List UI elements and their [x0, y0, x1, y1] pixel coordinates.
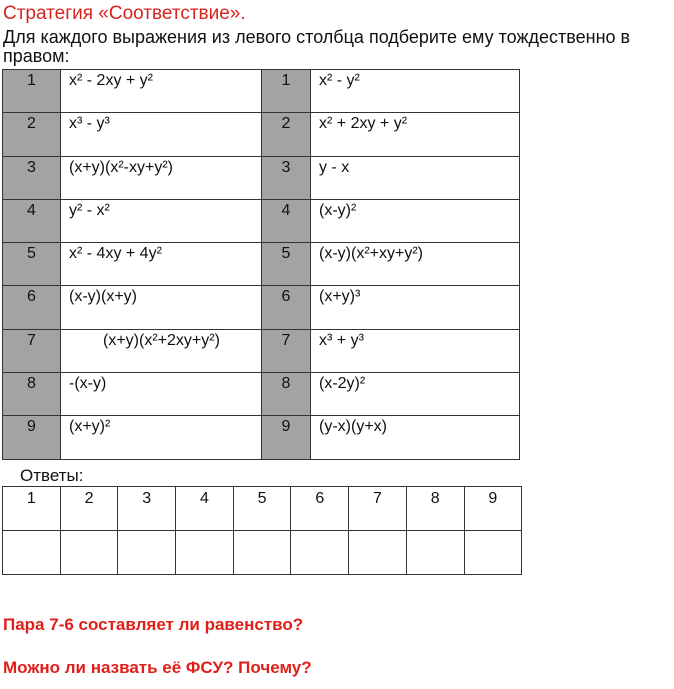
- right-number: 1: [262, 70, 311, 113]
- answer-cell[interactable]: [349, 531, 407, 575]
- answer-cell[interactable]: [118, 531, 176, 575]
- answer-cell[interactable]: [176, 531, 234, 575]
- right-expression: x² - y²: [311, 70, 520, 113]
- answer-cell[interactable]: [406, 531, 464, 575]
- answer-header: 1: [3, 487, 61, 531]
- right-expression: (x-y)²: [311, 199, 520, 242]
- right-expression: x³ + y³: [311, 329, 520, 372]
- left-number: 8: [3, 373, 61, 416]
- left-number: 2: [3, 113, 61, 156]
- right-number: 3: [262, 156, 311, 199]
- left-expression: (x+y)(x²-xy+y²): [61, 156, 262, 199]
- left-expression: -(x-y): [61, 373, 262, 416]
- table-row: [3, 329, 520, 372]
- right-expression: y - x: [311, 156, 520, 199]
- left-expression: (x+y)²: [61, 416, 262, 459]
- table-row: [3, 156, 520, 199]
- left-expression: x² - 4xy + 4y²: [61, 243, 262, 286]
- answer-header: 9: [464, 487, 522, 531]
- question-1: Пара 7-6 составляет ли равенство?: [3, 615, 304, 634]
- right-expression: (y-x)(y+x): [311, 416, 520, 459]
- answer-header: 4: [176, 487, 234, 531]
- right-expression: (x-2y)²: [311, 373, 520, 416]
- left-number: 9: [3, 416, 61, 459]
- table-row: [3, 199, 520, 242]
- left-expression: y² - x²: [61, 199, 262, 242]
- right-number: 9: [262, 416, 311, 459]
- table-row: [3, 416, 520, 459]
- answer-header: 6: [291, 487, 349, 531]
- left-number: 4: [3, 199, 61, 242]
- answer-cell[interactable]: [464, 531, 522, 575]
- right-expression: (x-y)(x²+xy+y²): [311, 243, 520, 286]
- answer-header: 2: [60, 487, 118, 531]
- answer-header: 3: [118, 487, 176, 531]
- answer-header: 5: [233, 487, 291, 531]
- answer-header: 7: [349, 487, 407, 531]
- left-expression: (x-y)(x+y): [61, 286, 262, 329]
- table-row: [3, 286, 520, 329]
- left-expression: (x+y)(x²+2xy+y²): [61, 329, 262, 372]
- answer-cell[interactable]: [233, 531, 291, 575]
- answer-cell[interactable]: [291, 531, 349, 575]
- table-row: [3, 243, 520, 286]
- answer-cell[interactable]: [3, 531, 61, 575]
- left-number: 6: [3, 286, 61, 329]
- answer-cell[interactable]: [60, 531, 118, 575]
- table-row: [3, 113, 520, 156]
- page-title: Стратегия «Соответствие».: [3, 3, 246, 24]
- right-number: 8: [262, 373, 311, 416]
- left-expression: x² - 2xy + y²: [61, 70, 262, 113]
- right-expression: (x+y)³: [311, 286, 520, 329]
- answers-table: [2, 486, 522, 575]
- question-2: Можно ли назвать её ФСУ? Почему?: [3, 658, 312, 677]
- instruction-text: Для каждого выражения из левого столбца подберите ему тождественно в правом:: [3, 27, 631, 66]
- left-number: 3: [3, 156, 61, 199]
- left-number: 5: [3, 243, 61, 286]
- right-expression: x² + 2xy + y²: [311, 113, 520, 156]
- right-number: 6: [262, 286, 311, 329]
- left-expression: x³ - y³: [61, 113, 262, 156]
- left-number: 1: [3, 70, 61, 113]
- answers-label: Ответы:: [20, 466, 84, 485]
- answer-header: 8: [406, 487, 464, 531]
- matching-table: [2, 69, 520, 460]
- right-number: 4: [262, 199, 311, 242]
- table-row: [3, 373, 520, 416]
- right-number: 7: [262, 329, 311, 372]
- left-number: 7: [3, 329, 61, 372]
- table-row: [3, 70, 520, 113]
- right-number: 5: [262, 243, 311, 286]
- right-number: 2: [262, 113, 311, 156]
